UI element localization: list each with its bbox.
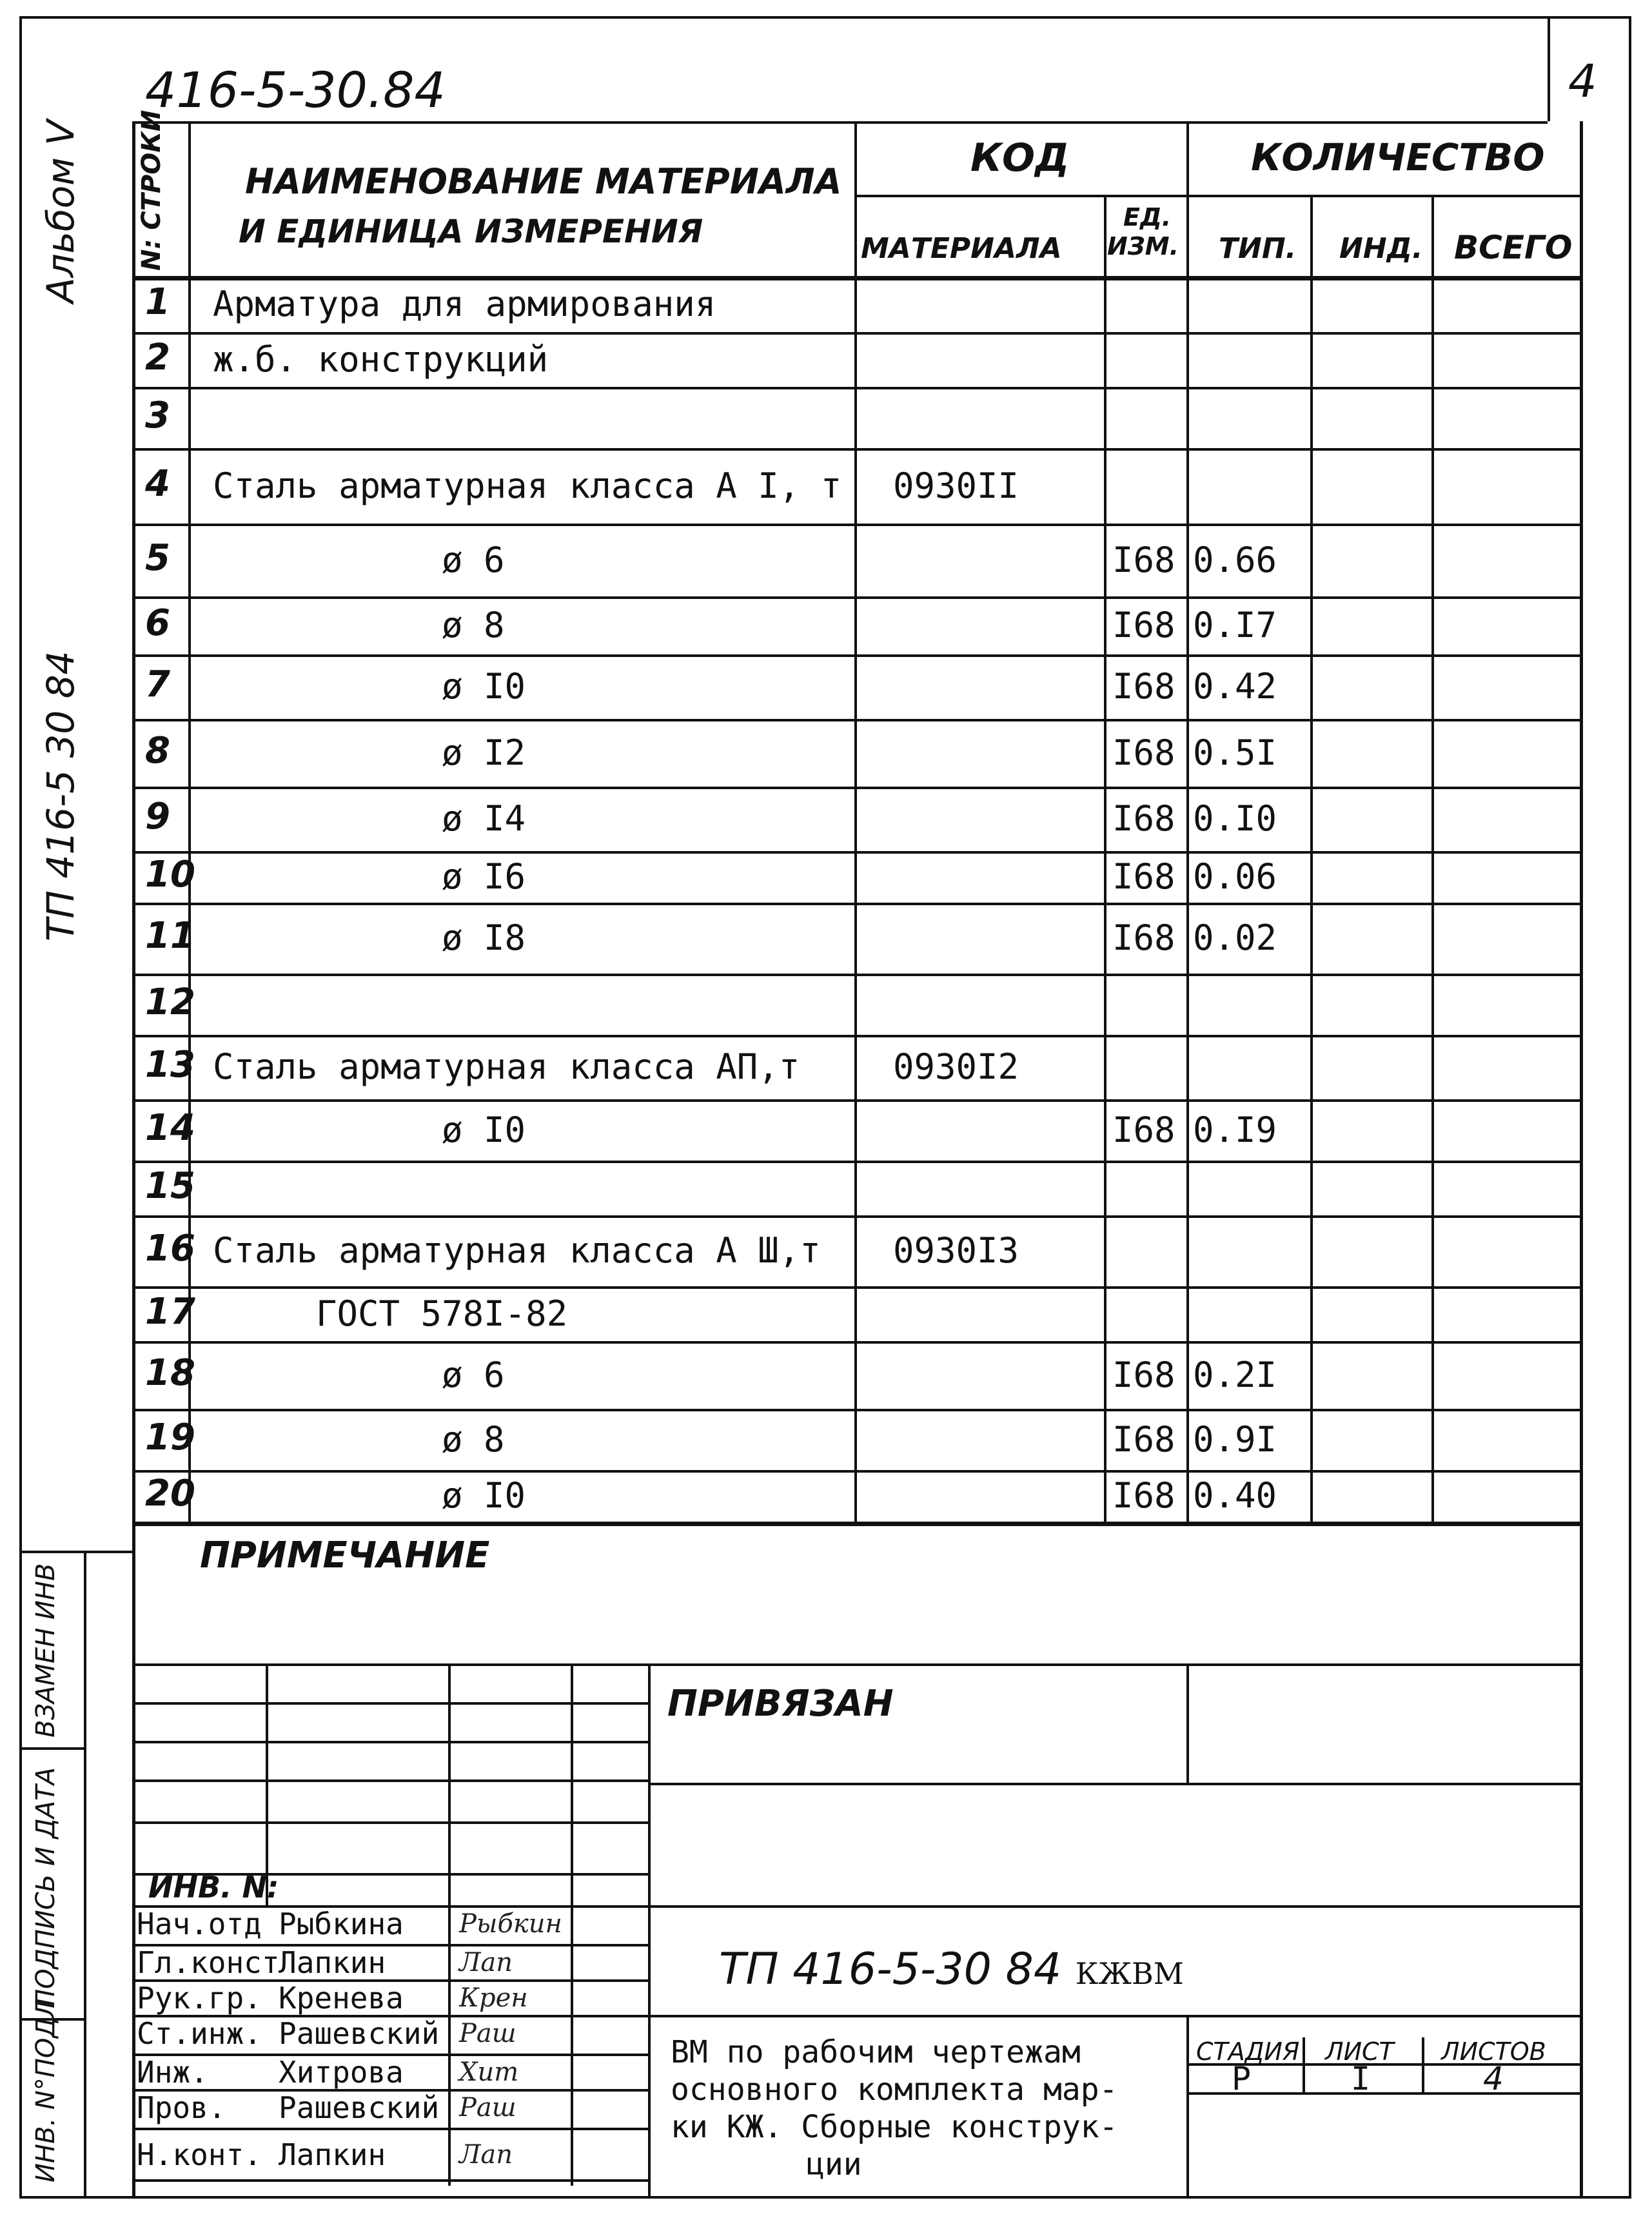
unit-code: I68 <box>1112 917 1175 958</box>
stamp-col-2 <box>448 1663 451 2186</box>
signature-role: Рук.гр. <box>137 1981 262 2015</box>
main-frame <box>132 121 1583 2199</box>
album-label: Альбом V <box>39 119 83 303</box>
row-number: 6 <box>145 602 170 644</box>
header-ind: ИНД. <box>1339 232 1423 265</box>
description-line-2: основного комплекта мар- <box>671 2072 1118 2108</box>
stage-label: СТАДИЯ <box>1196 2037 1300 2066</box>
col-material <box>1104 195 1106 1522</box>
table-row-line <box>132 787 1583 789</box>
material-code: 0930I2 <box>893 1046 1019 1087</box>
material-name: ø 6 <box>442 1354 505 1395</box>
sheet-label: ЛИСТ <box>1325 2037 1394 2066</box>
table-row-line <box>132 387 1583 389</box>
stamp-top <box>132 1663 1583 1666</box>
signature-role: Нач.отд <box>137 1907 262 1941</box>
inv-podl-label: ИНВ. N°ПОДЛ <box>31 1998 61 2182</box>
material-name: Сталь арматурная класса А I, т <box>213 465 842 506</box>
signature-role: Н.конт. <box>137 2137 262 2172</box>
signature-role: Гл.конст <box>137 1945 280 1980</box>
row-number: 17 <box>145 1290 195 1333</box>
typical-quantity: 0.40 <box>1193 1475 1277 1516</box>
row-number: 4 <box>145 462 170 505</box>
typical-quantity: 0.06 <box>1193 856 1277 897</box>
document-number: 416-5-30.84 <box>145 61 446 119</box>
row-number: 12 <box>145 981 195 1023</box>
signature-mark: Раш <box>459 2019 516 2048</box>
table-row-line <box>132 1161 1583 1163</box>
row-number: 2 <box>145 336 170 378</box>
typical-quantity: 0.9I <box>1193 1418 1277 1460</box>
left-stamp-div1 <box>19 1747 84 1750</box>
table-row-line <box>132 1470 1583 1473</box>
note-label: ПРИМЕЧАНИЕ <box>200 1535 490 1576</box>
row-number: 8 <box>145 729 170 772</box>
unit-code: I68 <box>1112 798 1175 839</box>
stage-value: Р <box>1232 2060 1252 2097</box>
signature-name: Рашевский <box>279 2016 440 2051</box>
privyazan-label: ПРИВЯЗАН <box>667 1683 894 1725</box>
header-bottom <box>132 276 1583 280</box>
tp-side-label: ТП 416-5 30 84 <box>39 651 83 941</box>
signature-mark: Раш <box>459 2093 516 2123</box>
table-row-line <box>132 1099 1583 1102</box>
stamp-col-1 <box>266 1663 268 1905</box>
project-code-suffix: КЖВМ <box>1075 1956 1184 1991</box>
material-name: ø 8 <box>442 605 505 645</box>
table-row-line <box>132 448 1583 451</box>
vzamen-label: ВЗАМЕН ИНВ <box>31 1563 61 1738</box>
row-number: 11 <box>145 915 195 957</box>
signature-name: Хитрова <box>279 2055 404 2090</box>
description-line-1: ВМ по рабочим чертежам <box>671 2034 1081 2070</box>
table-row-line <box>132 654 1583 657</box>
left-stamp-top <box>19 1551 132 1553</box>
signature-role: Инж. <box>137 2055 208 2090</box>
stamp-col-6 <box>1186 2015 1189 2199</box>
typical-quantity: 0.I9 <box>1193 1109 1277 1150</box>
material-name: ø I0 <box>442 1109 526 1150</box>
row-number: 1 <box>145 280 170 323</box>
stamp-col-3 <box>571 1663 573 2186</box>
material-name: ø I4 <box>442 798 526 839</box>
description-line-4: ции <box>806 2146 862 2182</box>
unit-code: I68 <box>1112 1418 1175 1460</box>
signature-mark: Хит <box>459 2057 519 2087</box>
header-material: МАТЕРИАЛА <box>861 232 1062 265</box>
table-row-line <box>132 1341 1583 1344</box>
material-name: ø 8 <box>442 1418 505 1460</box>
row-number: 3 <box>145 394 170 436</box>
unit-code: I68 <box>1112 1109 1175 1150</box>
table-row-line <box>132 903 1583 905</box>
table-row-line <box>132 974 1583 976</box>
row-number: 18 <box>145 1351 195 1394</box>
row-number: 20 <box>145 1473 195 1515</box>
header-code: КОД <box>970 135 1070 181</box>
typical-quantity: 0.I0 <box>1193 798 1277 839</box>
header-quantity: КОЛИЧЕСТВО <box>1251 135 1545 179</box>
header-name-line2: И ЕДИНИЦА ИЗМЕРЕНИЯ <box>239 213 703 250</box>
header-name-line1: НАИМЕНОВАНИЕ МАТЕРИАЛА <box>245 161 842 202</box>
typical-quantity: 0.02 <box>1193 917 1277 958</box>
material-code: 0930II <box>893 465 1019 506</box>
sheets-label: ЛИСТОВ <box>1441 2037 1546 2066</box>
stamp-small-col-1 <box>1303 2037 1305 2092</box>
material-name: ж.б. конструкций <box>213 338 549 380</box>
signature-name: Лапкин <box>279 1945 386 1980</box>
header-typ: ТИП. <box>1219 232 1297 265</box>
stamp-col-5 <box>1186 1663 1189 1783</box>
row-number: 7 <box>145 663 170 705</box>
col-code-end <box>1186 121 1189 1522</box>
page-number: 4 <box>1568 55 1597 108</box>
table-row-line <box>132 332 1583 335</box>
signature-name: Рашевский <box>279 2090 440 2125</box>
signature-role: Пров. <box>137 2090 226 2125</box>
col-name <box>854 121 857 1522</box>
sheets-value: 4 <box>1483 2060 1504 2097</box>
page-number-divider <box>1548 18 1550 121</box>
project-code-prefix: ТП 416-5-30 84 <box>719 1944 1062 1995</box>
table-row-line <box>132 596 1583 599</box>
table-row-line <box>132 1215 1583 1218</box>
table-row-line <box>132 524 1583 526</box>
material-name: Арматура для армирования <box>213 283 716 324</box>
material-name: ø I2 <box>442 732 526 773</box>
material-name: ø I0 <box>442 666 526 707</box>
signature-mark: Крен <box>459 1983 528 2013</box>
stamp-col-4 <box>648 1663 651 2199</box>
podpis-label: ПОДПИСЬ И ДАТА <box>31 1767 61 2008</box>
material-name: ГОСТ 578I-82 <box>316 1293 568 1334</box>
unit-code: I68 <box>1112 666 1175 707</box>
table-row-line <box>132 851 1583 854</box>
sheet-value: I <box>1351 2060 1371 2097</box>
typical-quantity: 0.2I <box>1193 1354 1277 1395</box>
table-bottom <box>132 1522 1583 1526</box>
signature-role: Ст.инж. <box>137 2016 262 2051</box>
material-name: ø 6 <box>442 539 505 580</box>
col-typ <box>1310 195 1313 1522</box>
typical-quantity: 0.66 <box>1193 539 1277 580</box>
row-number: 10 <box>145 854 195 896</box>
header-total: ВСЕГО <box>1454 229 1573 266</box>
signature-name: Лапкин <box>279 2137 386 2172</box>
unit-code: I68 <box>1112 1475 1175 1516</box>
left-stamp-column-line <box>84 1551 86 2199</box>
unit-code: I68 <box>1112 605 1175 645</box>
typical-quantity: 0.42 <box>1193 666 1277 707</box>
row-number: 13 <box>145 1044 195 1086</box>
material-code: 0930I3 <box>893 1230 1019 1271</box>
unit-code: I68 <box>1112 732 1175 773</box>
material-name: Сталь арматурная класса А Ш,т <box>213 1230 821 1271</box>
table-row-line <box>132 1035 1583 1037</box>
table-row-line <box>132 1409 1583 1411</box>
header-subdivider <box>854 195 1583 197</box>
typical-quantity: 0.5I <box>1193 732 1277 773</box>
col-ind <box>1431 195 1434 1522</box>
signature-name: Кренева <box>279 1981 404 2015</box>
signature-name: Рыбкина <box>279 1907 404 1941</box>
row-number: 16 <box>145 1228 195 1270</box>
inv-no-label: ИНВ. N: <box>148 1870 279 1905</box>
table-row-line <box>132 719 1583 721</box>
signature-mark: Лап <box>459 2140 513 2170</box>
row-number: 19 <box>145 1416 195 1458</box>
unit-code: I68 <box>1112 539 1175 580</box>
row-number: 5 <box>145 536 170 579</box>
header-unit-2: ИЗМ. <box>1107 232 1179 260</box>
row-number: 14 <box>145 1106 195 1149</box>
material-name: Сталь арматурная класса АП,т <box>213 1046 800 1087</box>
description-line-3: ки КЖ. Сборные конструк- <box>671 2109 1118 2145</box>
unit-code: I68 <box>1112 856 1175 897</box>
project-code <box>719 1944 1184 1995</box>
material-name: ø I6 <box>442 856 526 897</box>
signature-mark: Лап <box>459 1948 513 1977</box>
table-row-line <box>132 1286 1583 1289</box>
row-number: 9 <box>145 796 170 838</box>
row-number: 15 <box>145 1164 195 1207</box>
material-name: ø I8 <box>442 917 526 958</box>
typical-quantity: 0.I7 <box>1193 605 1277 645</box>
material-name: ø I0 <box>442 1475 526 1516</box>
stamp-line-privyazan <box>648 1783 1583 1785</box>
header-row-no: N: СТРОКИ <box>137 110 166 271</box>
header-unit-1: ЕД. <box>1123 203 1172 231</box>
unit-code: I68 <box>1112 1354 1175 1395</box>
signature-mark: Рыбкин <box>459 1909 562 1939</box>
stamp-small-col-2 <box>1422 2037 1424 2092</box>
